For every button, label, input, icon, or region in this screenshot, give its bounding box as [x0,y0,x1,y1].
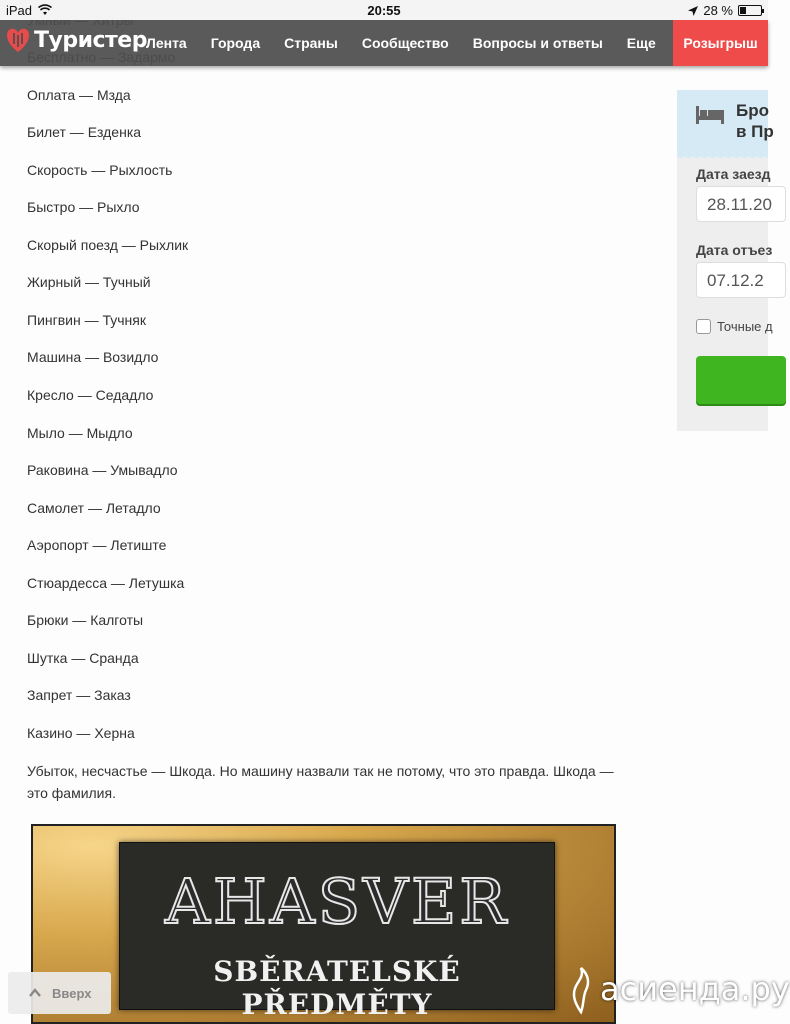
top-navbar [0,20,768,66]
checkout-label: Дата отъез [696,242,773,258]
nav-item-2[interactable]: Страны [284,35,338,51]
shop-sign [119,842,555,1021]
article-line: Скорость — Рыхлость [27,161,173,178]
scroll-up-button[interactable] [8,972,111,1014]
article-line: Брюки — Калготы [27,612,144,629]
nav-promo-button[interactable]: Розыгрыш [673,20,768,66]
article-line: Пингвин — Тучняк [27,311,146,328]
device-name: iPad [6,3,33,18]
bed-icon [695,104,725,126]
article-line: Кресло — Седадло [27,386,154,403]
checkin-date-input[interactable]: 28.11.20 [696,186,786,222]
booking-header [677,90,774,156]
booking-widget [677,90,774,431]
location-arrow-icon [688,6,698,16]
article-line: Самолет — Летадло [27,499,161,516]
logo-icon [6,27,30,53]
article-photo [31,824,616,1024]
logo-text: Туристер [34,27,147,53]
watermark-text: асиенда.ру [600,970,790,1008]
watermark [566,964,790,1014]
sign-subtitle: SBĚRATELSKÉ PŘEDMĚTY [213,955,461,1021]
exact-dates-checkbox[interactable] [696,319,711,334]
nav-item-3[interactable]: Сообщество [361,35,449,51]
article-paragraph: Убыток, несчастье — Шкода. Но машину назвали так не потому, что это правда. Шкода — это фамилия. [27,763,614,801]
scroll-up-label: Вверх [52,985,92,1001]
nav-item-0[interactable]: Лента [146,35,187,51]
article-line: Казино — Херна [27,724,135,741]
exact-dates-label: Точные д [717,319,773,334]
article-line: Билет — Езденка [27,124,142,141]
site-logo[interactable] [6,27,147,53]
article-line: Аэропорт — Летиште [27,537,167,554]
article-line: Запрет — Заказ [27,687,131,704]
nav-item-5[interactable]: Еще [626,35,656,51]
search-hotels-button[interactable] [696,356,786,404]
sign-title: AHASVER [165,865,509,938]
article-line: Стюардесса — Летушка [27,574,185,591]
article-line: Оплата — Мзда [27,86,131,103]
battery-percent: 28 % [703,3,733,18]
article-line: Жирный — Тучный [27,274,151,291]
chevron-up-icon [28,986,42,1000]
article-line: Мыло — Мыдло [27,424,133,441]
nav-item-4[interactable]: Вопросы и ответы [472,35,603,51]
nav-menu [134,20,668,66]
article-line: Шутка — Сранда [27,649,139,666]
watermark-logo-icon [566,964,596,1014]
checkout-date-input[interactable]: 07.12.2 [696,262,786,298]
battery-icon [738,5,762,16]
article-line: Машина — Возидло [27,349,159,366]
checkin-label: Дата заезд [696,166,771,182]
article-line: Скорый поезд — Рыхлик [27,236,189,253]
article-line: Раковина — Умывадло [27,462,178,479]
nav-item-1[interactable]: Города [210,35,261,51]
clock: 20:55 [367,3,401,18]
ios-status-bar [0,0,768,20]
booking-title: Бро в Пр [736,101,774,141]
article-line: Быстро — Рыхло [27,199,140,216]
